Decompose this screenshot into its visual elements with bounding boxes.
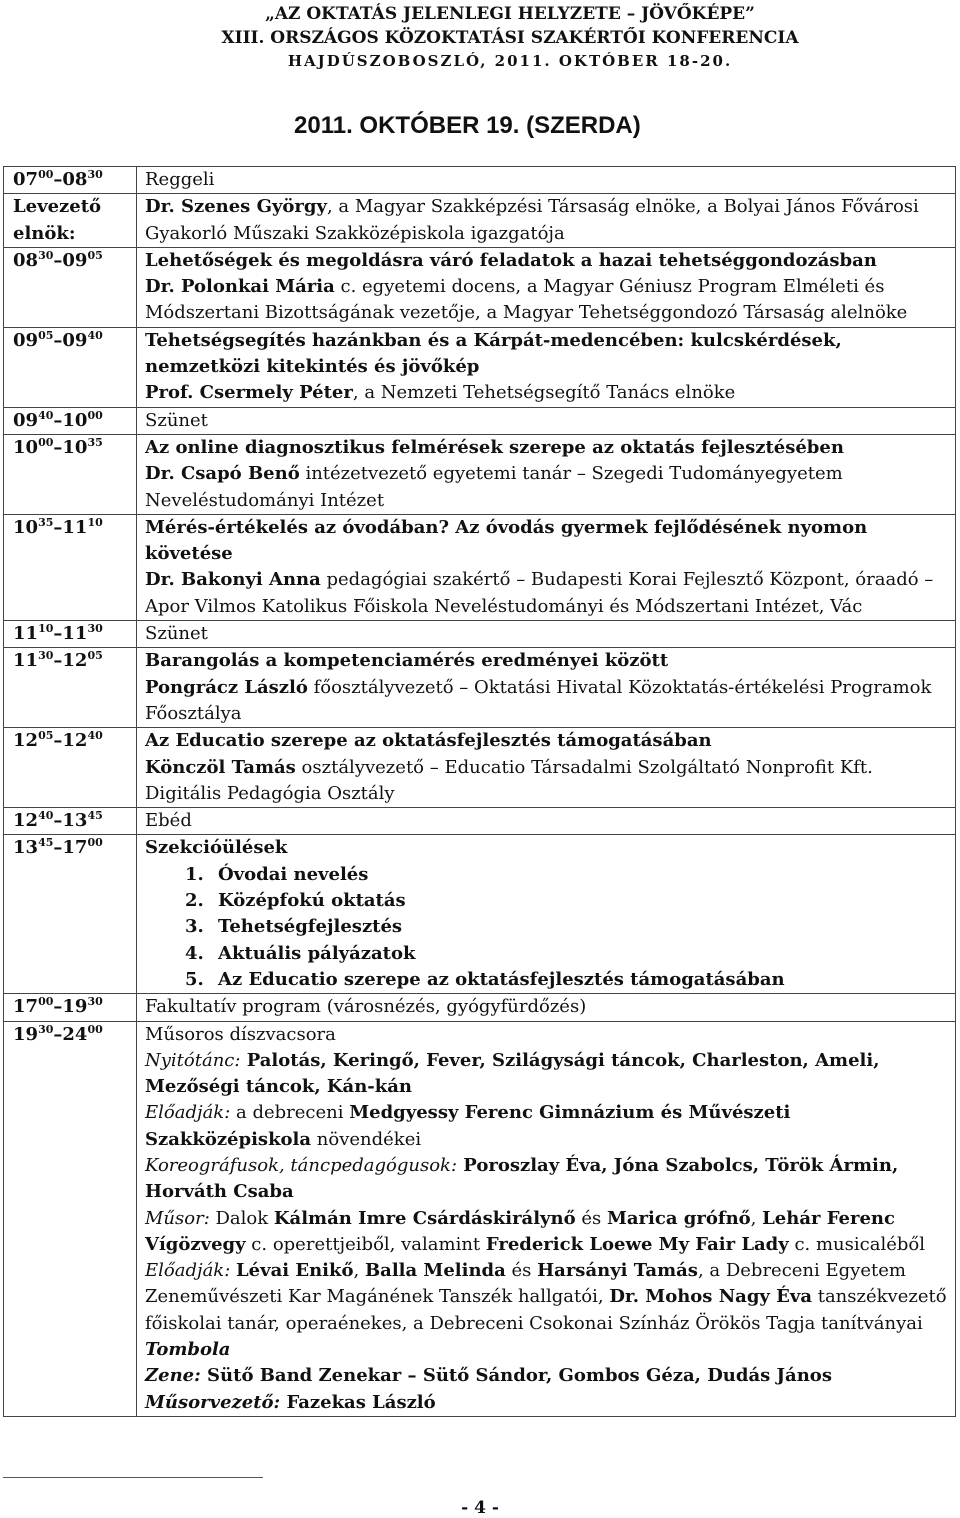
table-row: [4, 1021, 956, 1416]
time-cell: $10^{00}-10^{35}$: [4, 434, 137, 514]
list-item: 1. Óvodai nevelés: [210, 862, 951, 888]
table-row: [4, 407, 956, 434]
program-cell: Mérés-értékelés az óvodában? Az óvodás gyermek fejlődésének nyomon követése Dr. Bakonyi Anna pedagógiai szakértő – Budapesti Korai Fejlesztő Központ, óraadó – Apor Vilmos Katolikus Főiskola Neveléstudományi és Módszertani Intézet, Vác: [137, 514, 956, 620]
conference-name: XIII. ORSZÁGOS KÖZOKTATÁSI SZAKÉRTŐI KONFERENCIA: [221, 28, 799, 48]
table-row: [4, 247, 956, 327]
program-cell: Dr. Szenes György, a Magyar Szakképzési Társaság elnöke, a Bolyai János Fővárosi Gyakorló Műszaki Szakközépiskola igazgatója: [137, 194, 956, 248]
time-cell: $12^{05}-12^{40}$: [4, 728, 137, 808]
table-row: [4, 514, 956, 620]
time-cell: $13^{45}-17^{00}$: [4, 835, 137, 994]
table-row: [4, 434, 956, 514]
table-row: [4, 994, 956, 1021]
program-cell: Reggeli: [137, 167, 956, 194]
program-cell: Az online diagnosztikus felmérések szerepe az oktatás fejlesztésében Dr. Csapó Benő intézetvezető egyetemi tanár – Szegedi Tudományegyetem Neveléstudományi Intézet: [137, 434, 956, 514]
table-row: [4, 621, 956, 648]
chair-label: Levezető elnök:: [4, 194, 137, 248]
conference-place-date: HAJDÚSZOBOSZLÓ, 2011. OKTÓBER 18-20.: [287, 52, 733, 70]
table-row: [4, 728, 956, 808]
footer-divider: [3, 1477, 263, 1478]
table-row: [4, 327, 956, 407]
program-cell: Barangolás a kompetenciamérés eredményei között Pongrácz László főosztályvezető – Oktatási Hivatal Közoktatás-értékelési Programok Főosztálya: [137, 648, 956, 728]
table-row: [4, 808, 956, 835]
list-item: 3. Tehetségfejlesztés: [210, 914, 951, 940]
program-cell: Az Educatio szerepe az oktatásfejlesztés támogatásában Könczöl Tamás osztályvezető – Educatio Társadalmi Szolgáltató Nonprofit Kft. Digitális Pedagógia Osztály: [137, 728, 956, 808]
time-cell: $11^{30}-12^{05}$: [4, 648, 137, 728]
conference-title: „AZ OKTATÁS JELENLEGI HELYZETE – JÖVŐKÉPE”: [265, 4, 755, 24]
program-cell: Tehetségsegítés hazánkban és a Kárpát-medencében: kulcskérdések, nemzetközi kitekintés és jövőkép Prof. Csermely Péter, a Nemzeti Tehetségsegítő Tanács elnöke: [137, 327, 956, 407]
time-cell: $08^{30}-09^{05}$: [4, 247, 137, 327]
list-item: 4. Aktuális pályázatok: [210, 941, 951, 967]
time-cell: $11^{10}-11^{30}$: [4, 621, 137, 648]
day-heading: 2011. OKTÓBER 19. (SZERDA): [294, 112, 641, 139]
time-cell: $17^{00}-19^{30}$: [4, 994, 137, 1021]
time-cell: $10^{35}-11^{10}$: [4, 514, 137, 620]
program-cell: Szünet: [137, 407, 956, 434]
time-cell: $19^{30}-24^{00}$: [4, 1021, 137, 1416]
program-cell: Szekcióülések 1. Óvodai nevelés 2. Középfokú oktatás 3. Tehetségfejlesztés 4. Aktuális pályázatok 5. Az Educatio szerepe az oktatásfejlesztés támogatásában: [137, 835, 956, 994]
list-item: 5. Az Educatio szerepe az oktatásfejlesztés támogatásában: [210, 967, 951, 993]
time-cell: $09^{40}-10^{00}$: [4, 407, 137, 434]
table-row: [4, 835, 956, 994]
section-list: [145, 862, 951, 993]
page-number: - 4 -: [461, 1498, 499, 1518]
program-cell: Ebéd: [137, 808, 956, 835]
time-cell: $12^{40}-13^{45}$: [4, 808, 137, 835]
program-cell: Lehetőségek és megoldásra váró feladatok a hazai tehetséggondozásban Dr. Polonkai Mária c. egyetemi docens, a Magyar Géniusz Program Elméleti és Módszertani Bizottságának vezetője, a Magyar Tehetséggondozó Társaság alelnöke: [137, 247, 956, 327]
program-cell: Fakultatív program (városnézés, gyógyfürdőzés): [137, 994, 956, 1021]
table-row: [4, 167, 956, 194]
program-cell: Szünet: [137, 621, 956, 648]
time-cell: $09^{05}-09^{40}$: [4, 327, 137, 407]
program-cell: Műsoros díszvacsora Nyitótánc: Palotás, Keringő, Fever, Szilágysági táncok, Charleston, Ameli, Mezőségi táncok, Kán-kán Előadják: a debreceni Medgyessy Ferenc Gimnázium és Művészeti Szakközépiskola növendékei Koreográfusok, táncpedagógusok: Poroszlay Éva, Jóna Szabolcs, Török Ármin, Horváth Csaba Műsor: Dalok Kálmán Imre Csárdáskirálynő és Marica grófnő, Lehár Ferenc Vígözvegy c. operettjeiből, valamint Frederick Loewe My Fair Lady c. musicaléből Előadják: Lévai Enikő, Balla Melinda és Harsányi Tamás, a Debreceni Egyetem Zeneművészeti Kar Magánének Tanszék hallgatói, Dr. Mohos Nagy Éva tanszékvezető főiskolai tanár, operaénekes, a Debreceni Csokonai Színház Örökös Tagja tanítványai Tombola Zene: Sütő Band Zenekar – Sütő Sándor, Gombos Géza, Dudás János Műsorvezető: Fazekas László: [137, 1021, 956, 1416]
list-item: 2. Középfokú oktatás: [210, 888, 951, 914]
table-row: [4, 648, 956, 728]
schedule-table: [3, 166, 956, 1417]
time-cell: $07^{00}-08^{30}$: [4, 167, 137, 194]
table-row: [4, 194, 956, 248]
